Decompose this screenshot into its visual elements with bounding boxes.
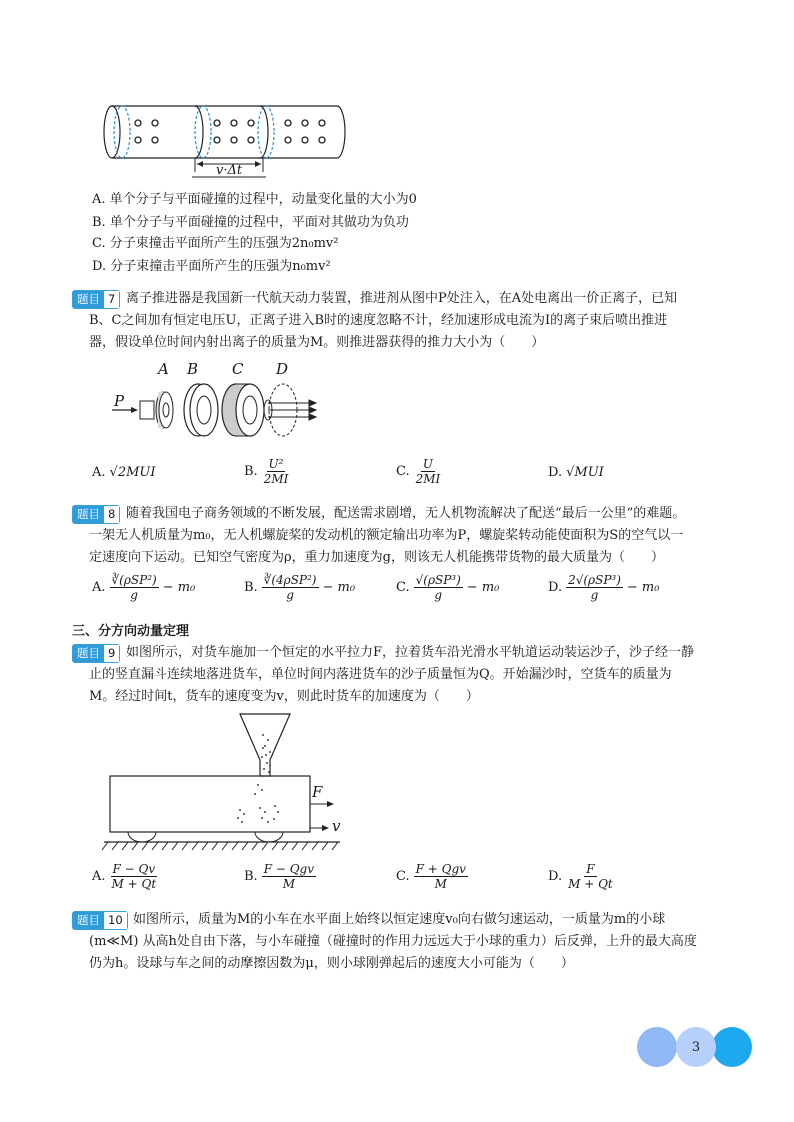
- option-letter: C.: [396, 869, 410, 884]
- option-fraction: $\frac{U}{2MI}$: [415, 457, 441, 486]
- option-letter: D.: [548, 580, 563, 595]
- q8-option-c: [396, 573, 499, 602]
- q6-option-c: C. 分子束撞击平面所产生的压强为2n₀mv²: [92, 236, 339, 251]
- option-letter: C.: [396, 580, 410, 595]
- label-c: C: [232, 360, 244, 378]
- q9-line-2: 止的竖直漏斗连续地落进货车，单位时间内落进货车的沙子质量恒为Q。开始漏沙时，空货车的质量为: [89, 667, 672, 682]
- q7-option-b: [244, 457, 290, 486]
- section-heading: 三、分方向动量定理: [72, 624, 190, 639]
- option-letter: B.: [244, 580, 258, 595]
- option-letter: A.: [92, 580, 106, 595]
- q8-line-2: 一架无人机质量为m₀，无人机螺旋桨的发动机的额定输出功率为P，螺旋桨转动能使面积为S的空气以一: [89, 528, 684, 543]
- label-d: D: [276, 360, 289, 378]
- q9-line-3: M。经过时间t，货车的速度变为v，则此时货车的加速度为（ ）: [89, 689, 479, 704]
- option-letter: B.: [244, 869, 258, 884]
- page-circle-dark: [712, 1027, 752, 1067]
- option-letter: B.: [244, 464, 258, 479]
- q9-line-1: 如图所示，对货车施加一个恒定的水平拉力F，拉着货车沿光滑水平轨道运动装运沙子，沙子经一静: [126, 645, 695, 660]
- label-v: v: [332, 817, 341, 835]
- badge-number: 10: [104, 912, 127, 929]
- q7-line-2: B、C之间加有恒定电压U，正离子进入B时的速度忽略不计，经加速形成电流为I的离子束后喷出推进: [89, 313, 668, 328]
- q8-option-a: [92, 573, 195, 602]
- q9-option-a: [92, 862, 158, 891]
- q6-option-b: B. 单个分子与平面碰撞的过程中，平面对其做功为负功: [92, 215, 409, 230]
- q10-line-1: 如图所示，质量为M的小车在水平面上始终以恒定速度v₀向右做匀速运动，一质量为m的小球: [133, 912, 666, 927]
- page-number: 3: [691, 1039, 701, 1055]
- q10-line-2: (m≪M) 从高h处自由下落，与小车碰撞（碰撞时的作用力远远大于小球的重力）后反弹，上升的最大高度: [89, 934, 697, 949]
- badge-number: 9: [104, 645, 119, 662]
- q9-option-b: [244, 862, 316, 891]
- option-fraction: $\frac{\text{∛(4ρSP²)}}{g}$: [263, 573, 317, 602]
- q10-badge: [72, 911, 128, 930]
- badge-number: 8: [104, 506, 119, 523]
- q7-line-1: 离子推进器是我国新一代航天动力装置，推进剂从图中P处注入，在A处电离出一价正离子，已知: [126, 291, 678, 306]
- option-fraction: $\frac{\text{√(ρSP³)}}{g}$: [415, 573, 461, 602]
- option-fraction: $\frac{F}{M + Qt}$: [568, 862, 613, 891]
- option-value: √MUI: [566, 465, 604, 480]
- option-letter: A.: [92, 465, 106, 480]
- page-number-circle: [676, 1027, 716, 1067]
- badge-number: 7: [104, 291, 119, 308]
- option-fraction: $\frac{\text{F + Qgv}}{M}$: [415, 862, 466, 891]
- badge-label: 题目: [73, 912, 104, 929]
- label-b: B: [187, 360, 199, 378]
- q6-option-a: A. 单个分子与平面碰撞的过程中，动量变化量的大小为0: [92, 192, 417, 207]
- ion-thruster-figure: [108, 358, 338, 448]
- q8-option-b: [244, 573, 355, 602]
- page-circle-light: [637, 1027, 677, 1067]
- q6-option-d: D. 分子束撞击平面所产生的压强为n₀mv²: [92, 259, 331, 274]
- q10-line-3: 仍为h。设球与车之间的动摩擦因数为μ，则小球刚弹起后的速度大小可能为（ ）: [89, 956, 574, 971]
- option-tail: − m₀: [626, 580, 660, 595]
- q7-option-c: [396, 457, 442, 486]
- label-p: P: [114, 392, 125, 410]
- q9-option-c: [396, 862, 468, 891]
- option-fraction: $\frac{\text{∛(ρSP²)}}{g}$: [111, 573, 157, 602]
- option-fraction: $\frac{F - Qv}{M + Qt}$: [111, 862, 157, 891]
- q8-badge: [72, 505, 120, 524]
- badge-label: 题目: [73, 506, 104, 523]
- option-fraction: $\frac{\text{F − Qgv}}{M}$: [263, 862, 314, 891]
- q9-badge: [72, 644, 120, 663]
- option-letter: A.: [92, 869, 106, 884]
- q8-option-d: [548, 573, 659, 602]
- option-tail: − m₀: [466, 580, 500, 595]
- badge-label: 题目: [73, 291, 104, 308]
- q8-line-3: 定速度向下运动。已知空气密度为ρ，重力加速度为g，则该无人机能携带货物的最大质量为（ ）: [89, 550, 664, 565]
- q7-badge: [72, 290, 120, 309]
- option-letter: D.: [548, 465, 563, 480]
- q8-line-1: 随着我国电子商务领域的不断发展，配送需求剧增，无人机物流解决了配送“最后一公里”的难题。: [126, 506, 686, 521]
- label-a: A: [158, 360, 169, 378]
- option-value: √2MUI: [109, 465, 156, 480]
- q7-line-3: 器，假设单位时间内射出离子的质量为M。则推进器获得的推力大小为（ ）: [89, 335, 545, 350]
- option-tail: − m₀: [162, 580, 196, 595]
- option-fraction: $\frac{\text{2√(ρSP³)}}{g}$: [568, 573, 621, 602]
- option-letter: D.: [548, 869, 563, 884]
- cylinder-label: v·Δt: [216, 163, 243, 178]
- option-tail: − m₀: [322, 580, 356, 595]
- q7-option-a: [92, 465, 156, 480]
- label-f: F: [312, 783, 323, 801]
- badge-label: 题目: [73, 645, 104, 662]
- q7-option-d: [548, 465, 604, 480]
- q9-option-d: [548, 862, 615, 891]
- option-fraction: $\frac{\text{U²}}{2MI}$: [263, 457, 289, 486]
- option-letter: C.: [396, 464, 410, 479]
